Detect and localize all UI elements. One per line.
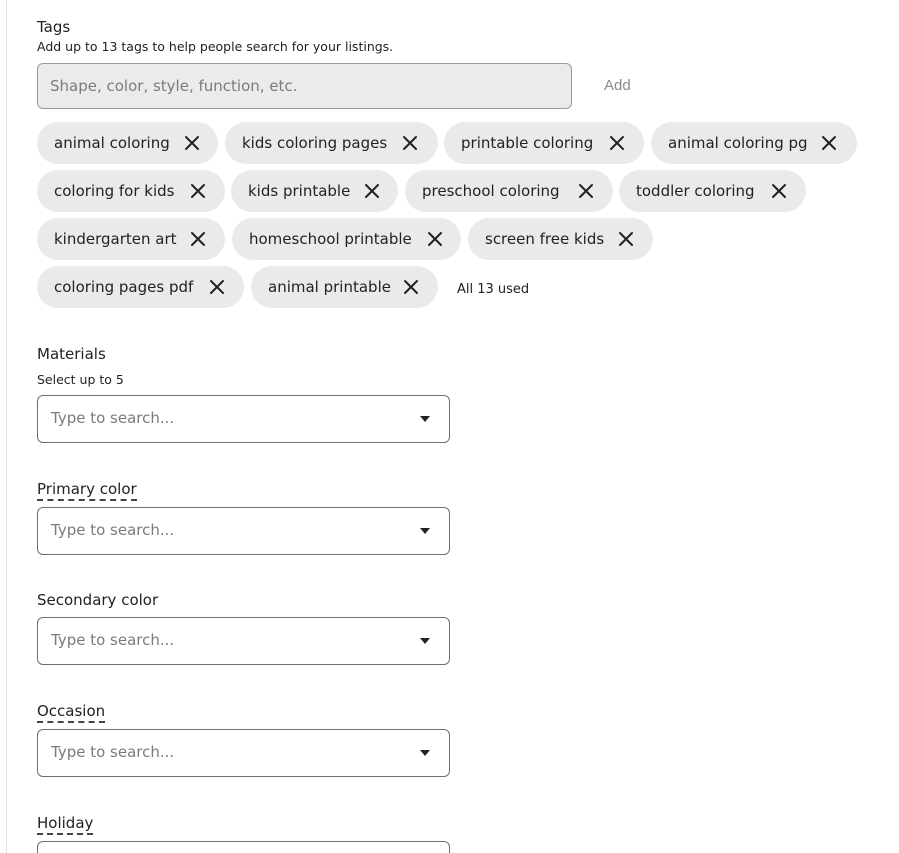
tag-label: screen free kids	[485, 230, 605, 248]
tag-chip	[37, 218, 225, 260]
holiday-title[interactable]	[37, 814, 93, 832]
tag-chip	[231, 170, 398, 212]
occasion-search-dropdown[interactable]	[37, 729, 450, 777]
tag-label: animal printable	[268, 278, 391, 296]
close-icon[interactable]	[190, 231, 206, 247]
close-icon[interactable]	[403, 279, 419, 295]
tag-label: toddler coloring	[636, 182, 755, 200]
materials-helper-text: Select up to 5	[37, 372, 124, 387]
tag-label: kids coloring pages	[242, 134, 388, 152]
tags-helper-text: Add up to 13 tags to help people search for your listings.	[37, 39, 394, 54]
occasion-title[interactable]	[37, 702, 105, 720]
add-tag-button[interactable]: Add	[592, 70, 643, 102]
caret-down-icon	[420, 750, 430, 756]
secondary-color-placeholder: Type to search...	[51, 631, 175, 649]
close-icon[interactable]	[771, 183, 787, 199]
secondary-color-title: Secondary color	[37, 591, 159, 609]
primary-color-title[interactable]	[37, 480, 137, 498]
secondary-color-search-dropdown[interactable]	[37, 617, 450, 665]
tag-chip	[651, 122, 857, 164]
tag-label: coloring pages pdf	[54, 278, 194, 296]
primary-color-placeholder: Type to search...	[51, 521, 175, 539]
close-icon[interactable]	[578, 183, 594, 199]
tag-label: homeschool printable	[249, 230, 412, 248]
materials-placeholder: Type to search...	[51, 409, 175, 427]
close-icon[interactable]	[427, 231, 443, 247]
close-icon[interactable]	[184, 135, 200, 151]
holiday-label: Holiday	[37, 814, 93, 835]
tag-chip	[232, 218, 461, 260]
close-icon[interactable]	[364, 183, 380, 199]
tag-label: preschool coloring	[422, 182, 560, 200]
tag-chip	[37, 266, 244, 308]
close-icon[interactable]	[190, 183, 206, 199]
tag-label: kids printable	[248, 182, 351, 200]
occasion-placeholder: Type to search...	[51, 743, 175, 761]
page-divider	[6, 0, 7, 853]
tag-label: coloring for kids	[54, 182, 175, 200]
tag-label: printable coloring	[461, 134, 594, 152]
occasion-label: Occasion	[37, 702, 105, 723]
caret-down-icon	[420, 638, 430, 644]
close-icon[interactable]	[618, 231, 634, 247]
tag-chip	[251, 266, 438, 308]
tags-title: Tags	[37, 18, 71, 36]
tag-count-status: All 13 used	[457, 282, 530, 297]
caret-down-icon	[420, 528, 430, 534]
tag-label: animal coloring pg	[668, 134, 808, 152]
tag-chip	[37, 122, 218, 164]
tag-chip	[37, 170, 225, 212]
materials-search-dropdown[interactable]	[37, 395, 450, 443]
tag-chip	[225, 122, 438, 164]
caret-down-icon	[420, 416, 430, 422]
tag-chip	[468, 218, 653, 260]
materials-title: Materials	[37, 345, 106, 363]
tag-label: kindergarten art	[54, 230, 177, 248]
tag-chip	[444, 122, 644, 164]
close-icon[interactable]	[821, 135, 837, 151]
tag-chip	[405, 170, 613, 212]
primary-color-search-dropdown[interactable]	[37, 507, 450, 555]
tag-chip	[619, 170, 806, 212]
close-icon[interactable]	[402, 135, 418, 151]
holiday-search-dropdown[interactable]	[37, 841, 450, 853]
tag-label: animal coloring	[54, 134, 170, 152]
close-icon[interactable]	[609, 135, 625, 151]
primary-color-label: Primary color	[37, 480, 137, 501]
close-icon[interactable]	[209, 279, 225, 295]
tag-input[interactable]	[37, 63, 572, 109]
